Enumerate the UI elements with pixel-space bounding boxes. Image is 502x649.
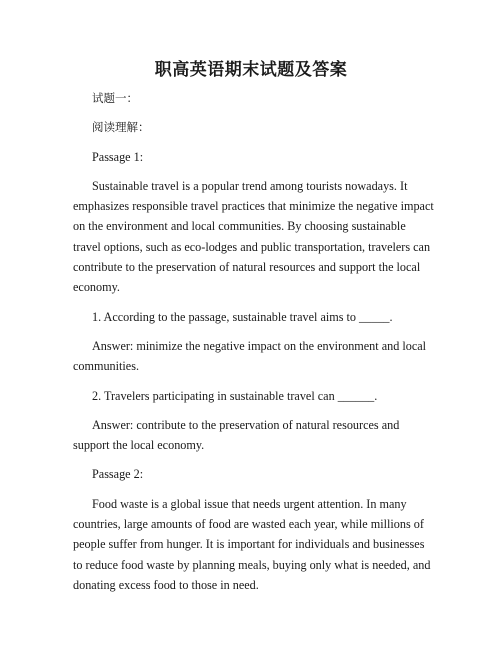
passage1-question-1: 1. According to the passage, sustainable travel aims to _____. [92,309,393,324]
passage2-text: Food waste is a global issue that needs urgent attention. In many countries, large amounts of food are wasted each year, while millions of people suffer from hunger. It is important for individuals and businesses to reduce food waste by planning meals, buying only what is needed, and donating excess food to those in need. [73,496,431,592]
passage2-heading: Passage 2: [92,467,144,482]
document-body [73,88,435,604]
passage1-question-2: 2. Travelers participating in sustainable travel can ______. [92,388,378,403]
section-heading: 试题一： [92,91,138,105]
passage1-heading: Passage 1: [92,149,144,164]
passage1-answer-1: Answer: minimize the negative impact on the environment and local communities. [73,338,427,374]
document-title: 职高英语期末试题及答案 [154,60,348,80]
passage1-text: Sustainable travel is a popular trend among tourists nowadays. It emphasizes responsible travel practices that minimize the negative impact on the environment and local communities. By choosing sustainable travel options, such as eco-lodges and public transportation, travelers can contribute to the preservation of natural resources and support the local economy. [73,178,434,295]
part-heading: 阅读理解： [92,120,150,135]
passage1-answer-2: Answer: contribute to the preservation of natural resources and support the local economy. [73,417,400,453]
